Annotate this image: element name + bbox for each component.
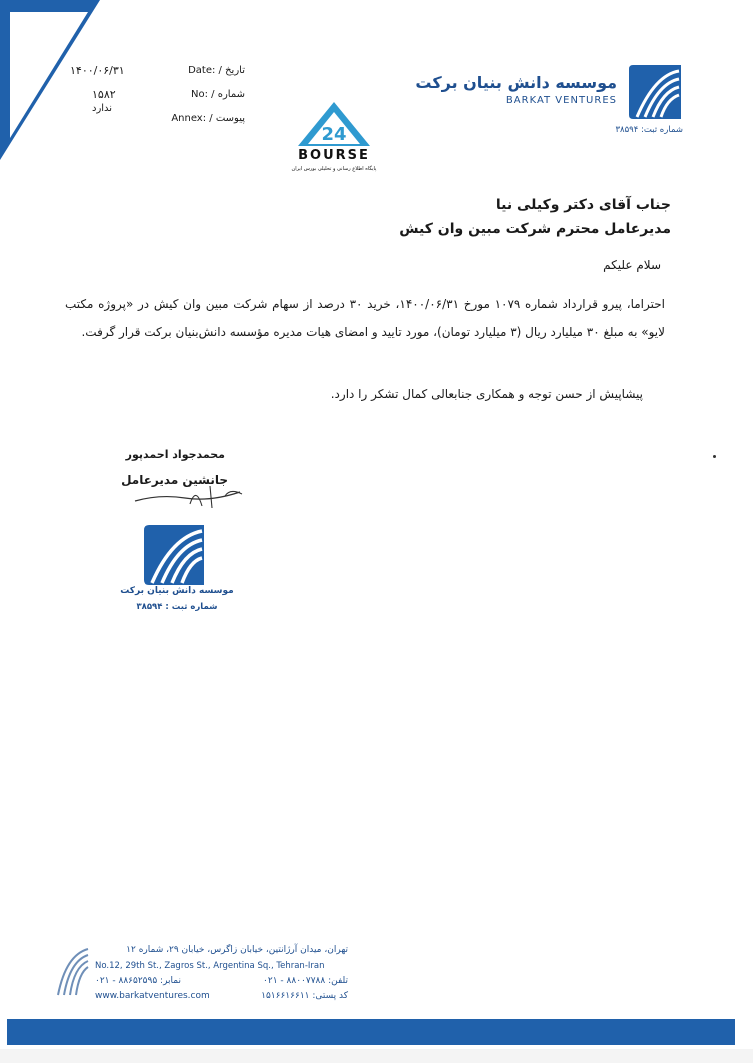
recipient-title: مدیرعامل محترم شرکت مبین وان کیش [399, 221, 671, 237]
footer-strip [0, 1049, 753, 1063]
bourse-subtitle: پایگاه اطلاع رسانی و تحلیلی بورس ایران [291, 166, 377, 172]
bourse-word: BOURSE [298, 148, 370, 163]
date-value: ۱۴۰۰/۰۶/۳۱ [70, 64, 125, 77]
svg-text:24: 24 [321, 124, 347, 145]
signatory-title: جانشین مدیرعامل [121, 473, 228, 487]
annex-value: ندارد [92, 103, 113, 114]
number-value: ۱۵۸۲ [92, 88, 116, 101]
footer-bar [7, 1019, 735, 1045]
brand-name-fa: موسسه دانش بنیان برکت [415, 73, 617, 92]
brand-header [415, 65, 683, 145]
barkat-logo-icon [629, 65, 681, 119]
closing-line: پیشاپیش از حسن توجه و همکاری جنابعالی کمال تشکر را دارد. [330, 387, 643, 401]
footer-phone: تلفن: ۸۸۰۰۷۷۸۸ - ۰۲۱ [263, 976, 348, 986]
date-label: تاریخ / :Date [188, 65, 245, 76]
brand-name-en: BARKAT VENTURES [505, 95, 617, 106]
recipient-name: جناب آقای دکتر وکیلی نیا [495, 197, 671, 213]
brand-registration: شماره ثبت: ۳۸۵۹۴ [615, 125, 683, 135]
footer-logo-icon [56, 945, 90, 997]
footer-address-en: No.12, 29th St., Zagros St., Argentina Sq., Tehran-Iran [95, 961, 325, 971]
company-stamp [112, 520, 242, 620]
signature-block [80, 448, 250, 508]
annex-row [70, 103, 245, 132]
handwritten-signature [130, 466, 250, 511]
stamp-registration: شماره ثبت : ۳۸۵۹۴ [136, 602, 218, 612]
annex-label: پیوست / :Annex [171, 113, 245, 124]
recipient-block [399, 193, 671, 241]
footer-postal-code: کد پستی: ۱۵۱۶۶۱۶۶۱۱ [261, 991, 348, 1001]
footer-fax: نمابر: ۸۸۶۵۲۵۹۵ - ۰۲۱ [95, 976, 181, 986]
date-row [70, 60, 245, 84]
stamp-company-name: موسسه دانش بنیان برکت [120, 586, 234, 596]
ink-dot [713, 455, 716, 458]
stamp-logo-icon [144, 525, 204, 585]
number-label: شماره / :No [191, 89, 245, 100]
letter-meta [70, 60, 245, 132]
bourse-logo [288, 100, 380, 190]
greeting: سلام علیکم [603, 258, 661, 272]
signatory-name: محمدجواد احمدپور [125, 448, 225, 461]
footer-address-fa: تهران، میدان آرژانتین، خیابان زاگرس، خیابان ۲۹، شماره ۱۲ [126, 945, 348, 955]
bourse-triangle-icon [288, 100, 380, 148]
footer-website-link[interactable]: www.barkatventures.com [95, 991, 210, 1001]
body-paragraph: احتراما، پیرو قرارداد شماره ۱۰۷۹ مورخ ۱۴۰۰/۰۶/۳۱، خرید ۳۰ درصد از سهام شرکت مبین وان کیش در «پروژه مکتب لایو» به مبلغ ۳۰ میلیارد ریال (۳ میلیارد تومان)، مورد تایید و امضای هیات مدیره مؤسسه دانش‌بنیان برکت قرار گرفت. [65, 297, 665, 339]
